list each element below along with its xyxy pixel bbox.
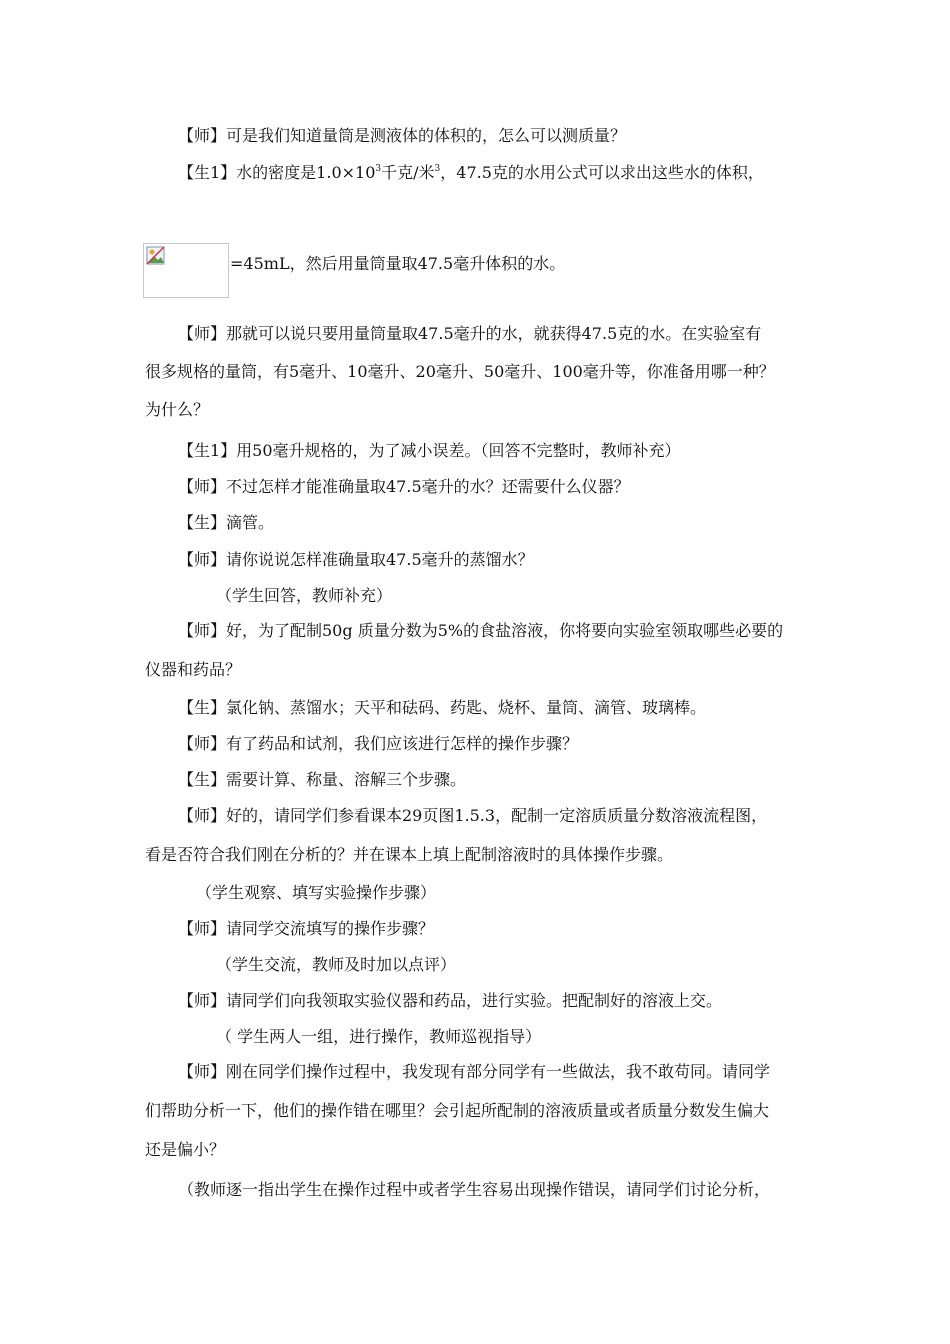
superscript: 3 (375, 164, 382, 174)
paragraph-line: 【生】滴管。 (178, 513, 275, 532)
paragraph-line: 仪器和药品？ (145, 660, 242, 679)
paragraph-line: 【师】请你说说怎样准确量取47.5毫升的蒸馏水？ (178, 550, 534, 569)
paragraph-line: 【师】不过怎样才能准确量取47.5毫升的水？还需要什么仪器？ (178, 477, 630, 496)
paragraph-line: 【师】请同学交流填写的操作步骤？ (178, 919, 435, 938)
paragraph-line: （教师逐一指出学生在操作过程中或者学生容易出现操作错误，请同学们讨论分析， (178, 1180, 771, 1199)
paragraph-line: 【师】好的，请同学们参看课本29页图1.5.3，配制一定溶质质量分数溶液流程图， (178, 806, 768, 825)
broken-image-icon (146, 246, 166, 266)
paragraph-line: 【师】可是我们知道量筒是测液体的体积的，怎么可以测质量？ (178, 126, 627, 145)
text-segment: 【生1】水的密度是1.0×10 (178, 163, 376, 182)
paragraph-line: 还是偏小？ (145, 1140, 226, 1159)
paragraph-line: 们帮助分析一下，他们的操作错在哪里？会引起所配制的溶液质量或者质量分数发生偏大 (145, 1101, 770, 1120)
paragraph-line: 很多规格的量筒，有5毫升、10毫升、20毫升、50毫升、100毫升等，你准备用哪一种？ (145, 362, 775, 381)
paragraph-line: 【生】氯化钠、蒸馏水；天平和砝码、药匙、烧杯、量筒、滴管、玻璃棒。 (178, 698, 707, 717)
paragraph-line: 【师】有了药品和试剂，我们应该进行怎样的操作步骤？ (178, 734, 579, 753)
paragraph-line: （学生观察、填写实验操作步骤） (196, 883, 437, 902)
text-segment: 千克/米 (381, 163, 435, 182)
paragraph-line: 看是否符合我们刚在分析的？并在课本上填上配制溶液时的具体操作步骤。 (145, 845, 674, 864)
paragraph-line: 【师】那就可以说只要用量筒量取47.5毫升的水，就获得47.5克的水。在实验室有 (178, 324, 762, 343)
paragraph-line: （学生交流，教师及时加以点评） (216, 955, 457, 974)
paragraph-line: （ 学生两人一组，进行操作，教师巡视指导） (216, 1027, 542, 1046)
paragraph-line: 为什么？ (145, 400, 210, 419)
text-segment: ，47.5克的水用公式可以求出这些水的体积， (440, 163, 764, 182)
paragraph-line: 【生】需要计算、称量、溶解三个步骤。 (178, 770, 467, 789)
paragraph-line: 【师】刚在同学们操作过程中，我发现有部分同学有一些做法，我不敢苟同。请同学 (178, 1062, 771, 1081)
formula-image-placeholder (143, 243, 229, 298)
superscript: 3 (434, 164, 441, 174)
paragraph-line: 【师】好，为了配制50g 质量分数为5%的食盐溶液，你将要向实验室领取哪些必要的 (178, 621, 784, 640)
paragraph-line: =45mL，然后用量筒量取47.5毫升体积的水。 (230, 254, 566, 273)
paragraph-line: （学生回答，教师补充） (216, 586, 393, 605)
paragraph-line (178, 163, 843, 183)
paragraph-line: 【生1】用50毫升规格的，为了减小误差。（回答不完整时，教师补充） (178, 441, 681, 460)
paragraph-line: 【师】请同学们向我领取实验仪器和药品，进行实验。把配制好的溶液上交。 (178, 991, 723, 1010)
